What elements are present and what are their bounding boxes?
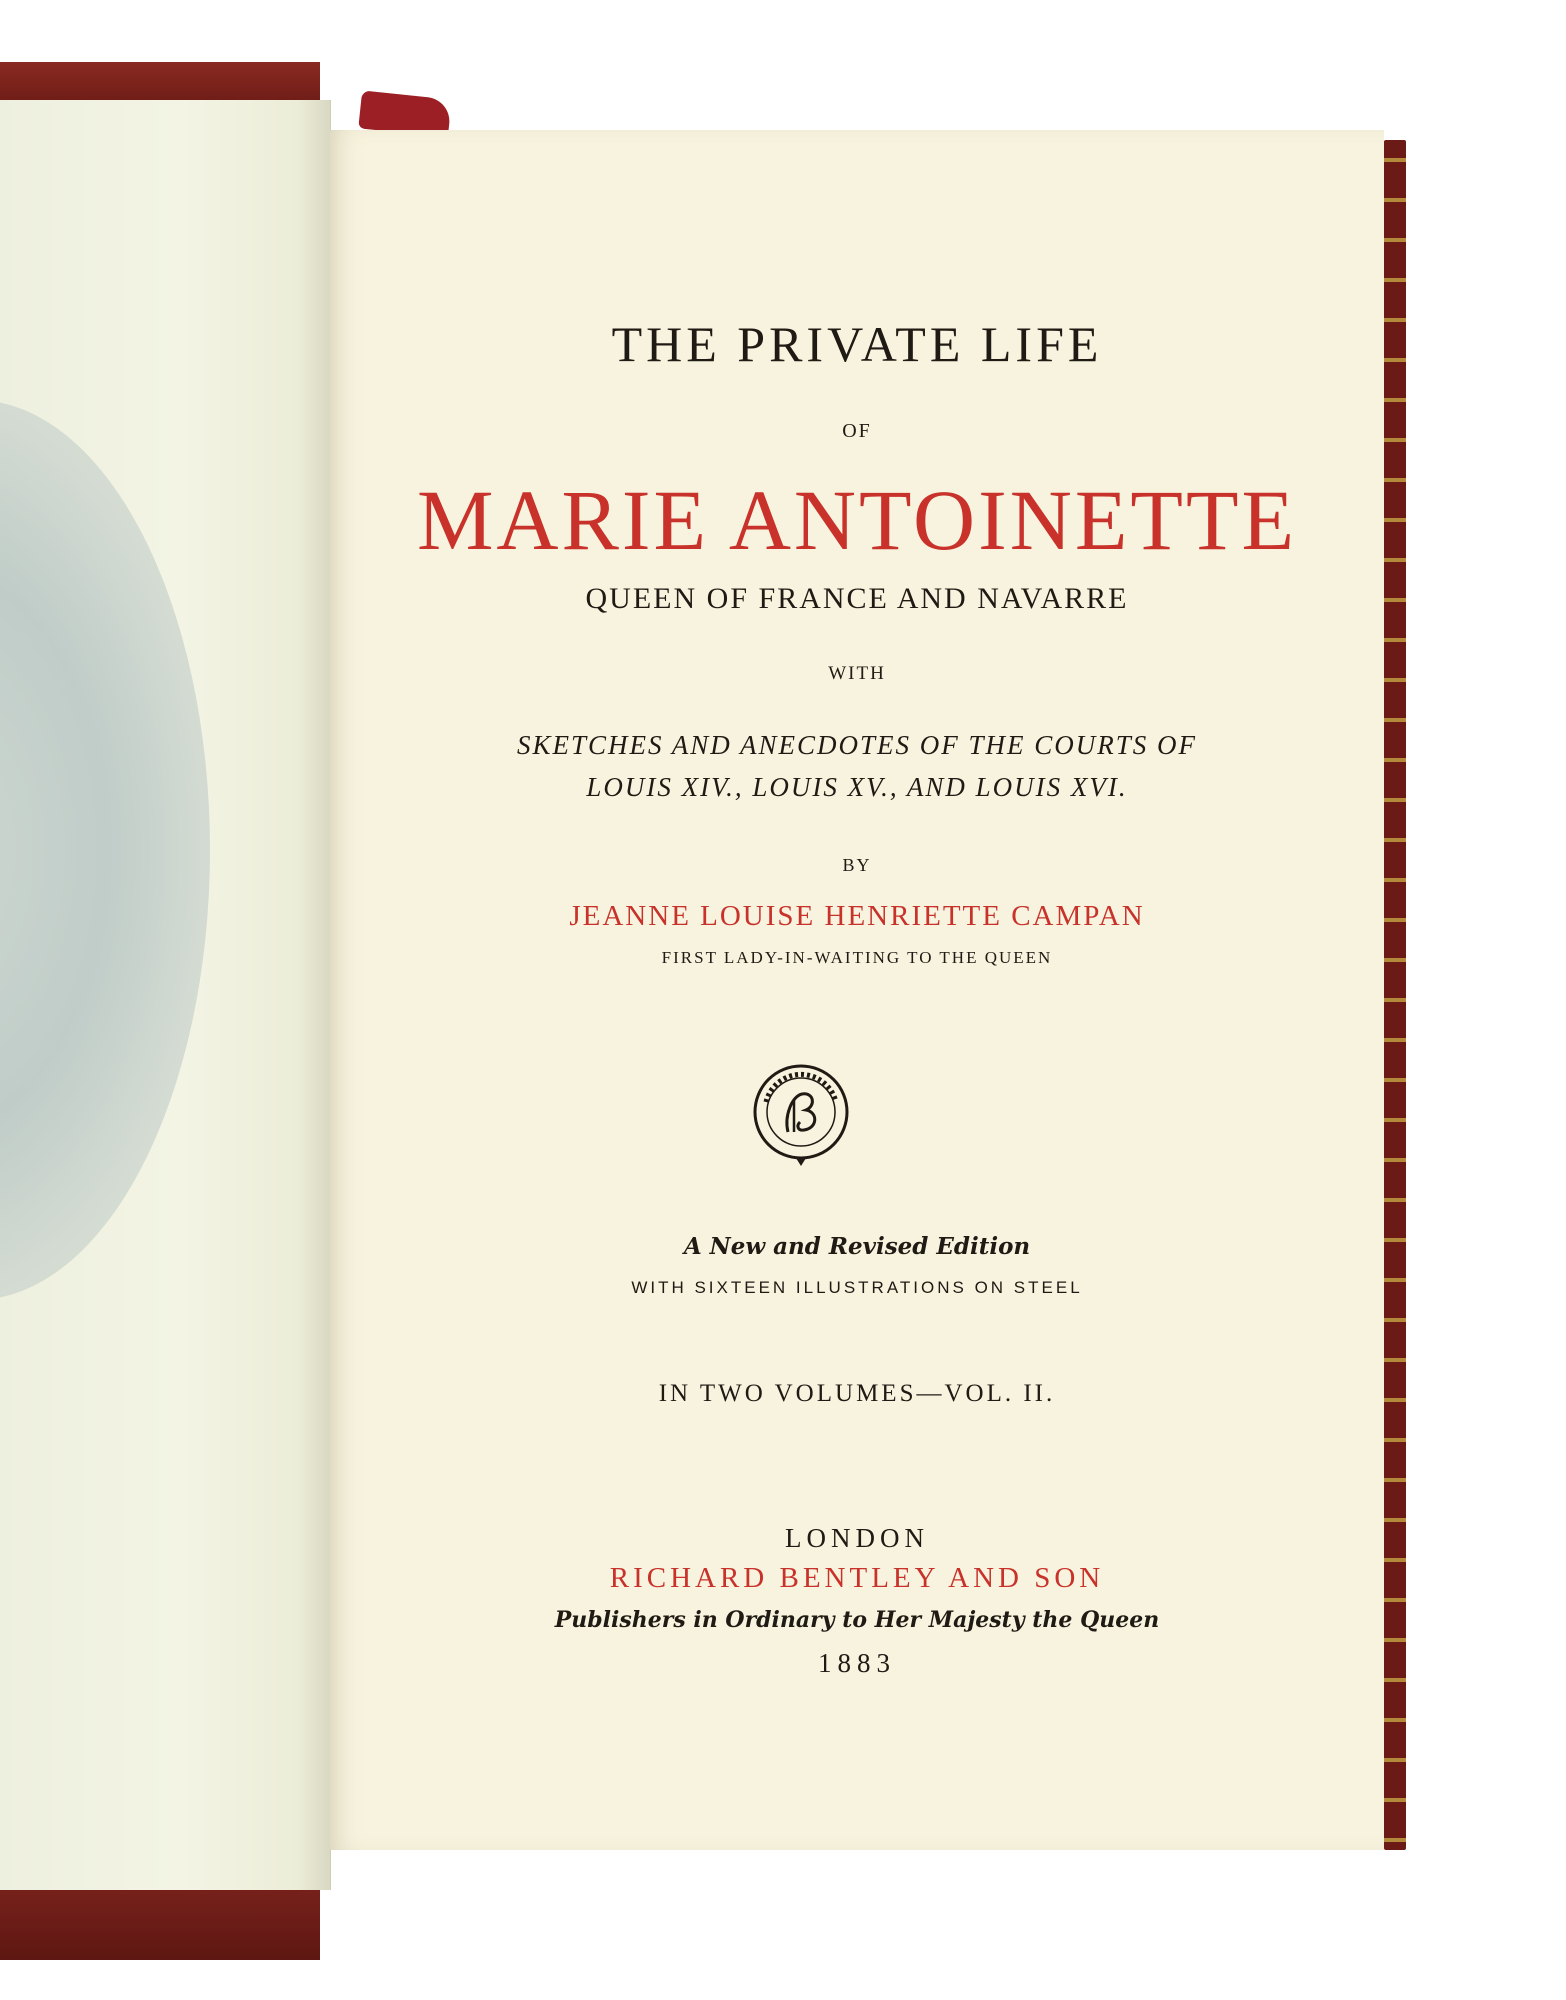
subtitle-line-1: SKETCHES AND ANECDOTES OF THE COURTS OF [516, 730, 1198, 760]
tissue-guard-leaf [0, 100, 331, 1890]
right-cover-edge [1384, 140, 1406, 1850]
title-line: THE PRIVATE LIFE [611, 316, 1103, 372]
imprint-year: 1883 [818, 1648, 896, 1678]
title-of: OF [842, 420, 872, 442]
left-cover-bottom-edge [0, 1880, 320, 1960]
subject-title: QUEEN OF FRANCE AND NAVARRE [585, 582, 1129, 615]
subject-name: MARIE ANTOINETTE [416, 472, 1298, 568]
edition-note: A New and Revised Edition [683, 1233, 1031, 1260]
author-name: JEANNE LOUISE HENRIETTE CAMPAN [569, 900, 1145, 932]
left-cover-top-edge [0, 62, 320, 104]
imprint-place: LONDON [785, 1523, 929, 1553]
frontispiece-portrait [0, 400, 210, 1300]
author-role: FIRST LADY-IN-WAITING TO THE QUEEN [661, 948, 1053, 967]
volume-note: IN TWO VOLUMES—VOL. II. [658, 1380, 1056, 1407]
publisher-seal-icon [746, 1060, 856, 1170]
by-label: BY [842, 855, 872, 875]
with-label: WITH [828, 663, 886, 684]
publisher-note: Publishers in Ordinary to Her Majesty the Queen [554, 1607, 1160, 1633]
subtitle-line-2: LOUIS XIV., LOUIS XV., AND LOUIS XVI. [586, 772, 1128, 802]
illustrations-note: WITH SIXTEEN ILLUSTRATIONS ON STEEL [631, 1278, 1083, 1297]
title-page [330, 130, 1384, 1850]
publisher-name: RICHARD BENTLEY AND SON [609, 1562, 1105, 1594]
